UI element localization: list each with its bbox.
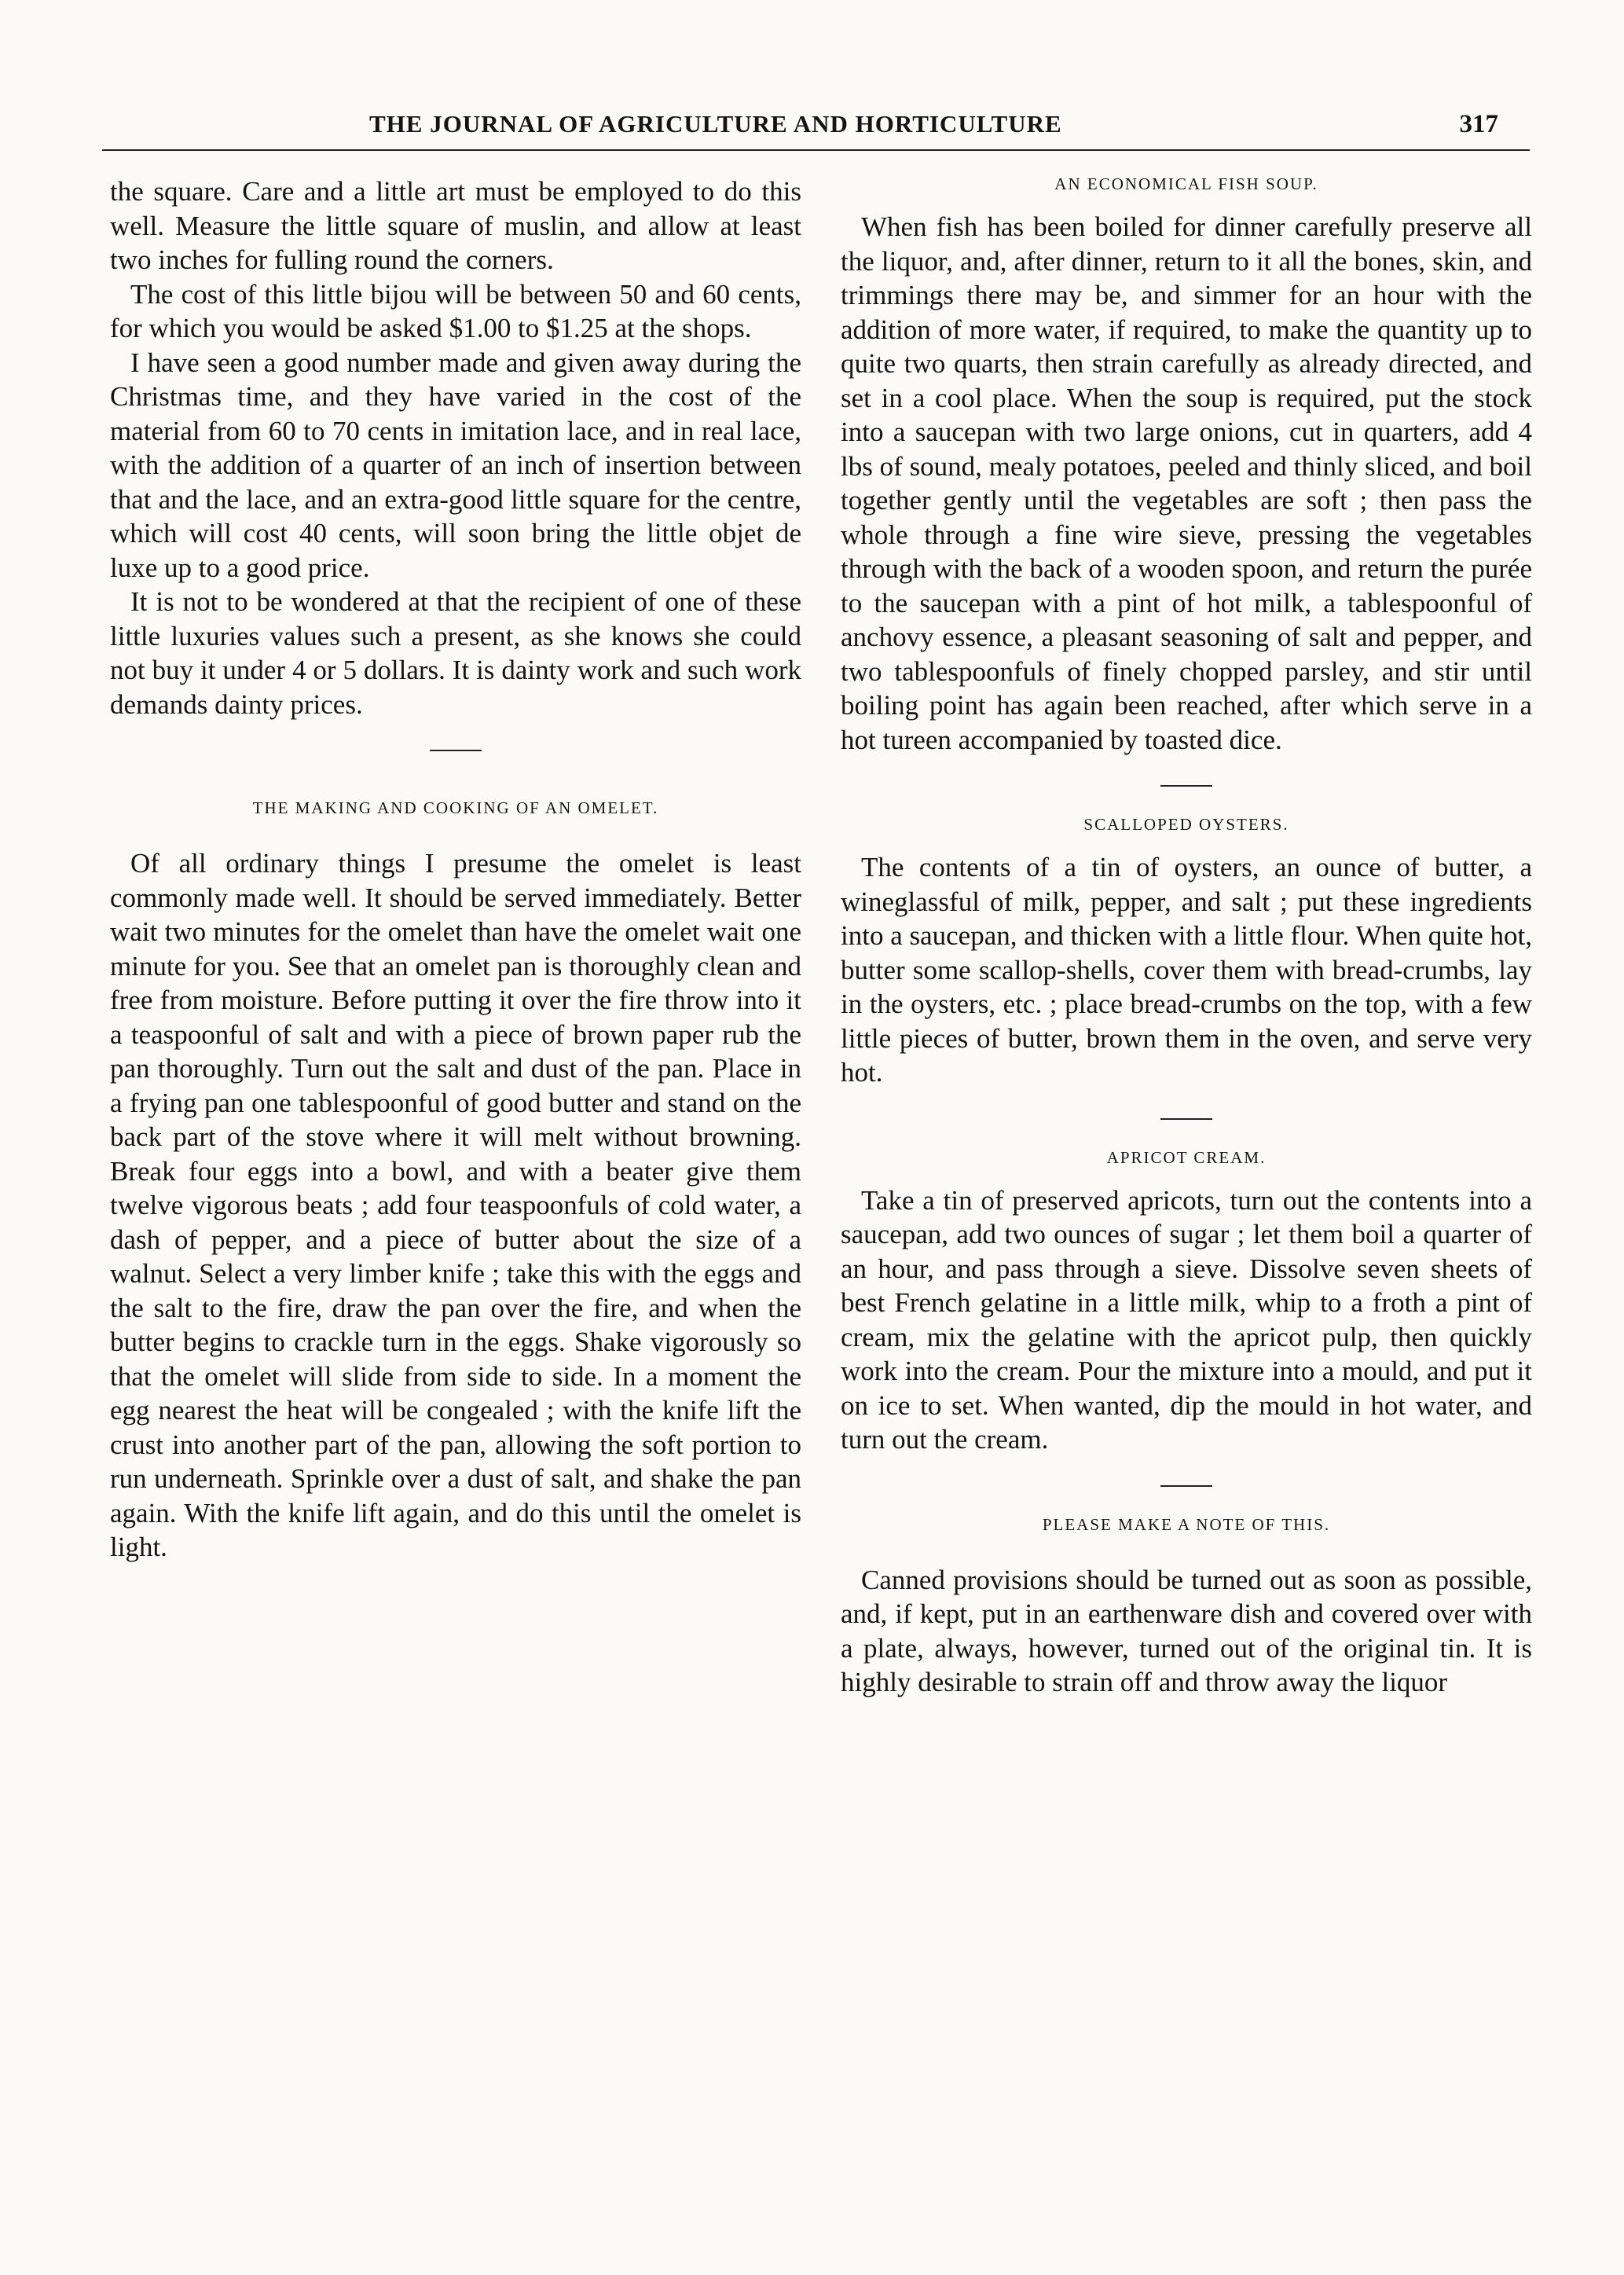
- journal-title: THE JOURNAL OF AGRICULTURE AND HORTICULTURE: [369, 110, 1062, 138]
- section-heading-apricot-cream: APRICOT CREAM.: [1106, 1147, 1267, 1167]
- paragraph: I have seen a good number made and given away during the Christmas time, and they have varied in the cost of the material from 60 to 70 cents in imitation lace, and in real lace, with the addition of a quarter of an inch of insertion between that and the lace, and an extra-good little square for the centre, which will cost 40 cents, will soon bring the little objet de luxe up to a good price.: [110, 347, 801, 583]
- section-heading-oysters: SCALLOPED OYSTERS.: [1083, 815, 1289, 834]
- section-heading-fish-soup: AN ECONOMICAL FISH SOUP.: [1054, 174, 1318, 193]
- running-header: [102, 102, 1530, 151]
- right-column: [841, 174, 1532, 1700]
- section-heading-note: PLEASE MAKE A NOTE OF THIS.: [1042, 1514, 1331, 1534]
- apricot-recipe-text: Take a tin of preserved apricots, turn out the contents into a saucepan, add two ounces of sugar ; let them boil a quarter of an hour, and pass through a sieve. Dissolve seven sheets of best French gelatine in a little milk, whip to a froth a pint of cream, mix the gelatine with the apricot pulp, then quickly work into the cream. Pour the mixture into a mould, and put it on ice to set. When wanted, dip the mould in hot water, and turn out the cream.: [841, 1184, 1532, 1455]
- omelet-recipe-text: Of all ordinary things I presume the omelet is least commonly made well. It should be served immediately. Better wait two minutes for the omelet than have the omelet wait one minute for you. See that an omelet pan is thoroughly clean and free from moisture. Before putting it over the fire throw into it a teaspoonful of salt and with a piece of brown paper rub the pan thoroughly. Turn out the salt and dust of the pan. Place in a frying pan one tablespoonful of good butter and stand on the back part of the stove where it will melt without browning. Break four eggs into a bowl, and with a beater give them twelve vigorous beats ; add four teaspoonfuls of cold water, a dash of pepper, and a piece of butter about the size of a walnut. Select a very limber knife ; take this with the eggs and the salt to the fire, draw the pan over the fire, and when the butter begins to crackle turn in the eggs. Shake vigorously so that the omelet will slide from side to side. In a moment the egg nearest the heat will be congealed ; with the knife lift the crust into another part of the pan, allowing the soft portion to run underneath. Sprinkle over a dust of salt, and shake the pan again. With the knife lift again, and do this until the omelet is light.: [110, 848, 801, 1562]
- left-column: [110, 174, 801, 1565]
- fish-soup-recipe-text: When fish has been boiled for dinner carefully preserve all the liquor, and, after dinner, return to it all the bones, skin, and trimmings there may be, and simmer for an hour with the addition of more water, if required, to make the quantity up to quite two quarts, then strain carefully as already directed, and set in a cool place. When the soup is required, put the stock into a saucepan with two large onions, cut in quarters, add 4 lbs of sound, mealy potatoes, peeled and thinly sliced, and boil together gently until the vegetables are soft ; then pass the whole through a fine wire sieve, pressing the vegetables through with the back of a wooden spoon, and return the purée to the saucepan with a pint of hot milk, a tablespoonful of anchovy essence, a pleasant seasoning of salt and pepper, and two tablespoonfuls of finely chopped parsley, and stir until boiling point has again been reached, after which serve in a hot tureen accompanied by toasted dice.: [841, 211, 1532, 755]
- section-heading-omelet: THE MAKING AND COOKING OF AN OMELET.: [252, 798, 659, 817]
- page-number: 317: [1459, 110, 1498, 138]
- note-text: Canned provisions should be turned out as soon as possible, and, if kept, put in an earthenware dish and covered over with a plate, always, however, turned out of the original tin. It is highly desirable to strain off and throw away the liquor: [841, 1564, 1532, 1697]
- paragraph: the square. Care and a little art must be employed to do this well. Measure the little square of muslin, and allow at least two inches for fulling round the corners.: [110, 176, 801, 275]
- paragraph: It is not to be wondered at that the recipient of one of these little luxuries values such a present, as she knows she could not buy it under 4 or 5 dollars. It is dainty work and such work demands dainty prices.: [110, 586, 801, 720]
- oysters-recipe-text: The contents of a tin of oysters, an ounce of butter, a wineglassful of milk, pepper, and salt ; put these ingredients into a saucepan, and thicken with a little flour. When quite hot, butter some scallop-shells, cover them with bread-crumbs, lay in the oysters, etc. ; place bread-crumbs on the top, with a few little pieces of butter, brown them in the oven, and serve very hot.: [841, 852, 1532, 1088]
- paragraph: The cost of this little bijou will be between 50 and 60 cents, for which you would be asked $1.00 to $1.25 at the shops.: [110, 278, 801, 343]
